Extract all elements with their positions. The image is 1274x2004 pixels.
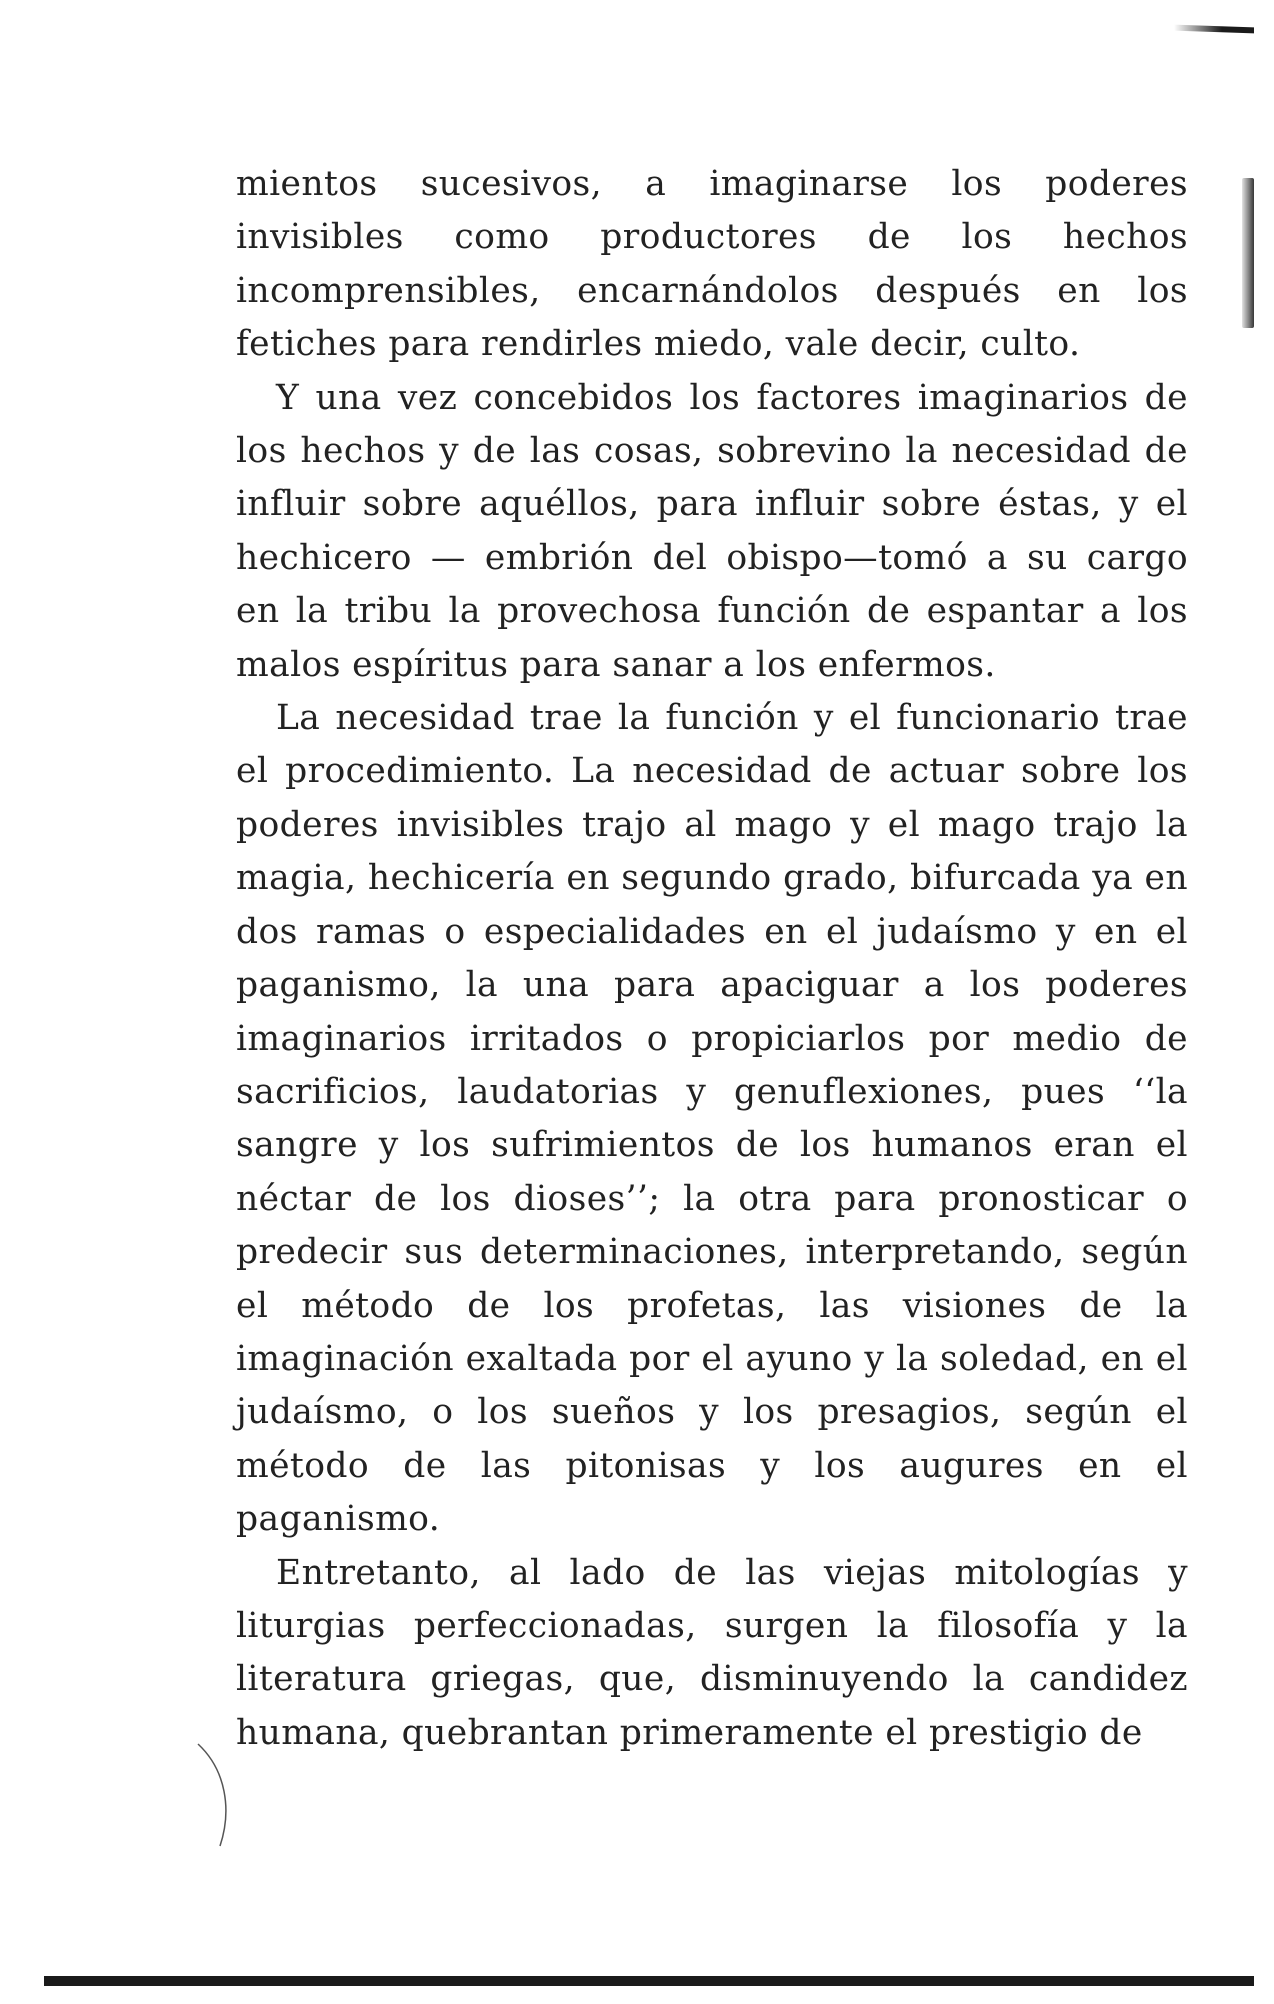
paragraph-4: Entretanto, al lado de las viejas mitologías y liturgias perfeccionadas, surgen la filosofía y la literatura griegas, que, disminuyendo la candidez humana, quebrantan primeramente el prestigio de [236,1552,1188,1753]
body-text [236,158,1188,1760]
paragraph-2: Y una vez concebidos los factores imaginarios de los hechos y de las cosas, sobrevino la necesidad de influir sobre aquéllos, para influir sobre éstas, y el hechicero — embrión del obispo—tomó a su cargo en la tribu la provechosa función de espantar a los malos espíritus para sanar a los enfermos. [236,377,1188,685]
bottom-scan-border [44,1976,1254,1986]
paragraph-1: mientos sucesivos, a imaginarse los poderes invisibles como productores de los hechos incomprensibles, encarnándolos después en los fetiches para rendirles miedo, vale decir, culto. [236,164,1188,365]
margin-pencil-mark [196,1740,236,1850]
scan-corner-mark [1174,25,1254,34]
paragraph-3: La necesidad trae la función y el funcionario trae el procedimiento. La necesidad de actuar sobre los poderes invisibles trajo al mago y el mago trajo la magia, hechicería en segundo grado, bifurcada ya en dos ramas o especialidades en el judaísmo y en el paganismo, la una para apaciguar a los poderes imaginarios irritados o propiciarlos por medio de sacrificios, laudatorias y genuflexiones, pues ‘‘la sangre y los sufrimientos de los humanos eran el néctar de los dioses’’; la otra para pronosticar o predecir sus determinaciones, interpretando, según el método de los profetas, las visiones de la imaginación exaltada por el ayuno y la soledad, en el judaísmo, o los sueños y los presagios, según el método de las pitonisas y los augures en el paganismo. [236,698,1188,1540]
page-edge-shadow [1242,178,1254,328]
